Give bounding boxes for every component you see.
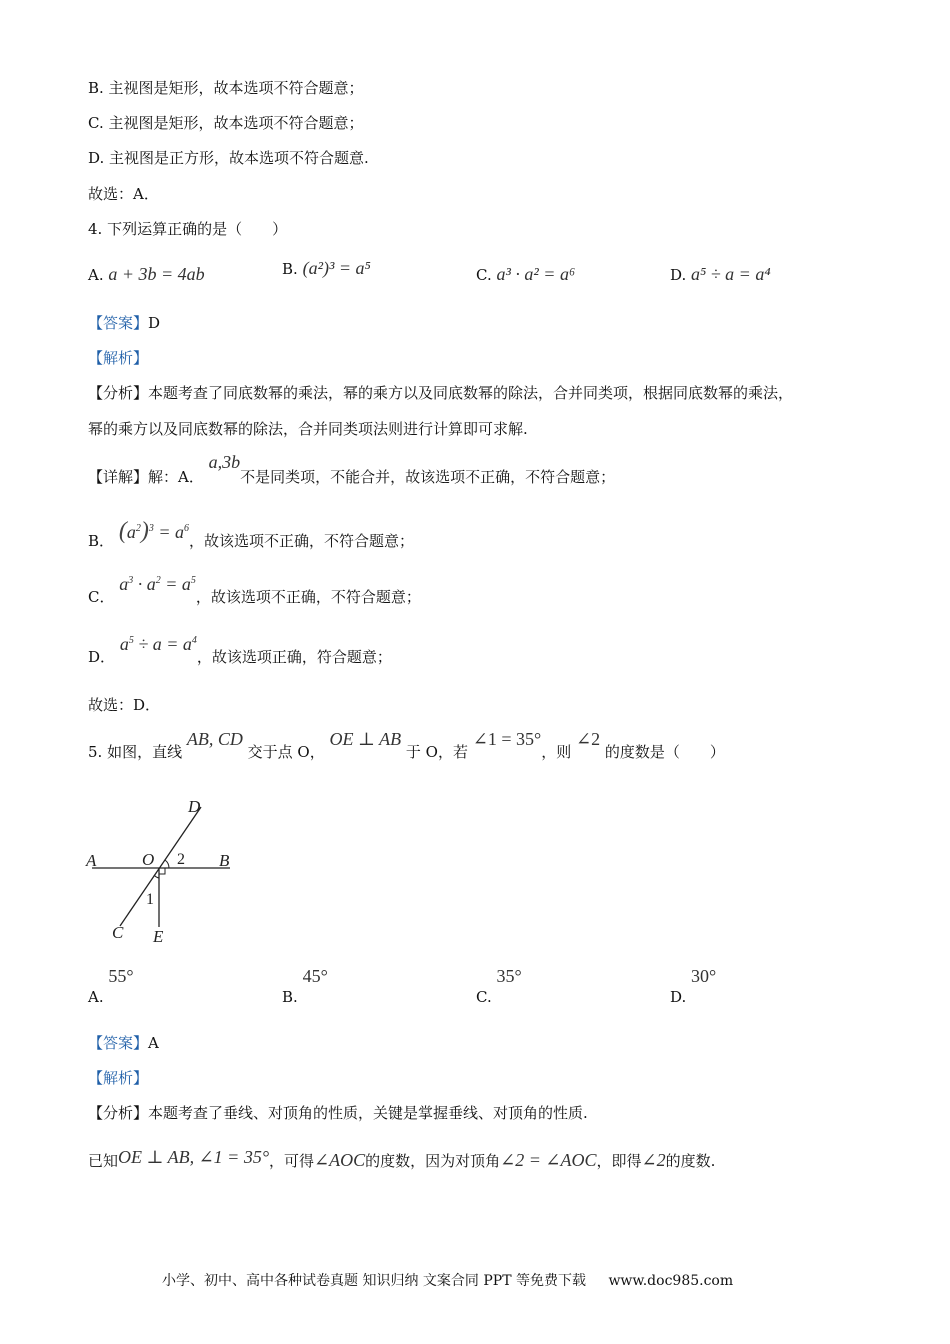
- line-cd: [120, 807, 201, 926]
- q4-fenxi-text1: 本题考查了同底数幂的乘法，幂的乘方以及同底数幂的除法，合并同类项，根据同底数幂的乘法，: [148, 384, 794, 402]
- q5-known-expr: OE ⊥ AB, ∠1 = 35°: [118, 1147, 270, 1167]
- q4-detail-d: [88, 634, 392, 667]
- q4-detail-a: [88, 452, 616, 487]
- footer: [162, 1270, 733, 1290]
- q4-option-a: [88, 264, 205, 285]
- q4-detail-c-expr: $a^3 \cdot a^2 = a^5$: [119, 574, 196, 594]
- q4-fenxi-tag: 【分析】: [88, 384, 149, 402]
- label-a: A: [86, 851, 97, 870]
- label-c: C: [112, 923, 124, 942]
- q5-option-b: [282, 966, 328, 1006]
- q5-option-d: [670, 966, 717, 1006]
- q4-fenxi-line1: [88, 382, 793, 403]
- q4-option-b-expr: (a²)³ = a⁵: [302, 258, 371, 278]
- q5-answer-tag: 【答案】: [88, 1034, 149, 1052]
- q4-stem: 4. 下列运算正确的是（ ）: [88, 220, 288, 238]
- q4-fenxi-line2: 幂的乘方以及同底数幂的除法，合并同类项法则进行计算即可求解.: [88, 420, 528, 438]
- q4-detail-a-suffix: 不是同类项，不能合并，故该选项不正确，不符合题意；: [240, 468, 616, 486]
- q5-fenxi-tag: 【分析】: [88, 1104, 149, 1122]
- q5-stem-perp: OE ⊥ AB: [329, 729, 402, 749]
- q5-known-ang2: ∠2: [641, 1150, 666, 1170]
- q5-known-end: 的度数.: [665, 1152, 716, 1170]
- q4-detail-b-label: B．: [88, 532, 115, 550]
- q4-detail-c-suffix: ，故该选项不正确，不符合题意；: [195, 588, 421, 606]
- q4-detail-a-prefix: 解：A．: [148, 468, 204, 486]
- q4-option-b: [282, 258, 371, 279]
- footer-url[interactable]: www.doc985.com: [608, 1273, 734, 1289]
- label-b: B: [219, 851, 230, 870]
- q5-known-line: [88, 1147, 716, 1171]
- q4-answer-value: D: [148, 314, 161, 332]
- q4-detail-c-label: C．: [88, 588, 115, 606]
- q4-answer: [88, 312, 160, 333]
- q4-option-b-label: B.: [282, 260, 298, 278]
- q4-detail-tag: 【详解】: [88, 468, 149, 486]
- q4-option-c: [476, 264, 575, 285]
- q4-detail-b-expr: $(a^2)^3 = a^6$: [118, 518, 189, 544]
- q5-stem-angle1: ∠1 = 35°: [472, 729, 542, 749]
- q4-detail-d-suffix: ，故该选项正确，符合题意；: [196, 648, 392, 666]
- q5-stem-part1: 5. 如图，直线: [88, 743, 183, 761]
- q5-stem-part2: 交于点 O，: [247, 743, 325, 761]
- q4-option-a-label: A.: [88, 266, 104, 284]
- q5-known-prefix: 已知: [88, 1152, 119, 1170]
- q5-option-b-value: 45°: [302, 966, 328, 986]
- q5-known-mid3: ，即得: [596, 1152, 642, 1170]
- q5-option-a-value: 55°: [108, 966, 134, 986]
- label-1: 1: [146, 891, 154, 908]
- q5-option-c-label: C.: [476, 988, 492, 1006]
- q4-detail-a-expr: a,3b: [208, 452, 241, 472]
- q5-option-a: [88, 966, 134, 1006]
- q4-option-a-expr: a + 3b = 4ab: [108, 264, 205, 284]
- q5-option-d-label: D.: [670, 988, 687, 1006]
- q4-option-c-expr: a³ · a² = a⁶: [496, 264, 576, 284]
- q5-known-mid1: ，可得: [269, 1152, 315, 1170]
- angle-1-arc: [154, 875, 159, 878]
- q4-choose: 故选：D．: [88, 696, 161, 714]
- q3-option-d-explain: D. 主视图是正方形，故本选项不符合题意.: [88, 149, 369, 167]
- q4-detail-b-suffix: ，故该选项不正确，不符合题意；: [188, 532, 414, 550]
- q5-answer: [88, 1032, 159, 1053]
- q4-detail-d-label: D．: [88, 648, 116, 666]
- q4-analysis-tag: 【解析】: [88, 349, 149, 367]
- footer-text: 小学、初中、高中各种试卷真题 知识归纳 文案合同 PPT 等免费下载: [162, 1273, 586, 1289]
- q4-detail-b: [88, 518, 414, 553]
- label-e: E: [153, 927, 164, 946]
- q5-option-c: [476, 966, 522, 1006]
- q5-option-b-label: B.: [282, 988, 298, 1006]
- label-2: 2: [177, 851, 185, 868]
- q5-option-d-value: 30°: [691, 966, 717, 986]
- q5-known-eq: ∠2 = ∠AOC: [500, 1150, 597, 1170]
- angle-2-arc: [165, 860, 169, 868]
- q5-stem: [88, 729, 725, 762]
- q5-fenxi: [88, 1102, 588, 1123]
- q4-detail-d-expr: $a^5 \div a = a^4$: [119, 634, 197, 654]
- q3-option-c-explain: C. 主视图是矩形，故本选项不符合题意；: [88, 114, 364, 132]
- q4-option-d: [670, 264, 771, 285]
- q4-detail-c: [88, 574, 421, 607]
- right-angle-mark: [159, 868, 165, 874]
- q5-stem-ab-cd: AB, CD: [186, 729, 243, 749]
- q5-figure: [80, 790, 250, 950]
- q5-option-a-label: A.: [88, 988, 104, 1006]
- q5-fenxi-text: 本题考查了垂线、对顶角的性质，关键是掌握垂线、对顶角的性质.: [148, 1104, 588, 1122]
- q5-option-c-value: 35°: [496, 966, 522, 986]
- q5-known-mid2: 的度数，因为对顶角: [365, 1152, 501, 1170]
- q5-stem-part5: 的度数是（ ）: [604, 743, 725, 761]
- q5-analysis-tag: 【解析】: [88, 1069, 149, 1087]
- label-o: O: [142, 850, 155, 869]
- q3-choose: 故选：A．: [88, 185, 159, 203]
- q5-answer-value: A: [148, 1034, 159, 1052]
- label-d: D: [188, 797, 201, 816]
- q5-stem-part4: ，则: [541, 743, 572, 761]
- q3-option-b-explain: B. 主视图是矩形，故本选项不符合题意；: [88, 79, 364, 97]
- q5-known-aoc: ∠AOC: [314, 1150, 366, 1170]
- q4-option-c-label: C.: [476, 266, 492, 284]
- q5-stem-angle2: ∠2: [575, 729, 601, 749]
- q4-answer-tag: 【答案】: [88, 314, 149, 332]
- q4-option-d-label: D.: [670, 266, 687, 284]
- q5-stem-part3: 于 O，若: [405, 743, 468, 761]
- q4-option-d-expr: a⁵ ÷ a = a⁴: [691, 264, 771, 284]
